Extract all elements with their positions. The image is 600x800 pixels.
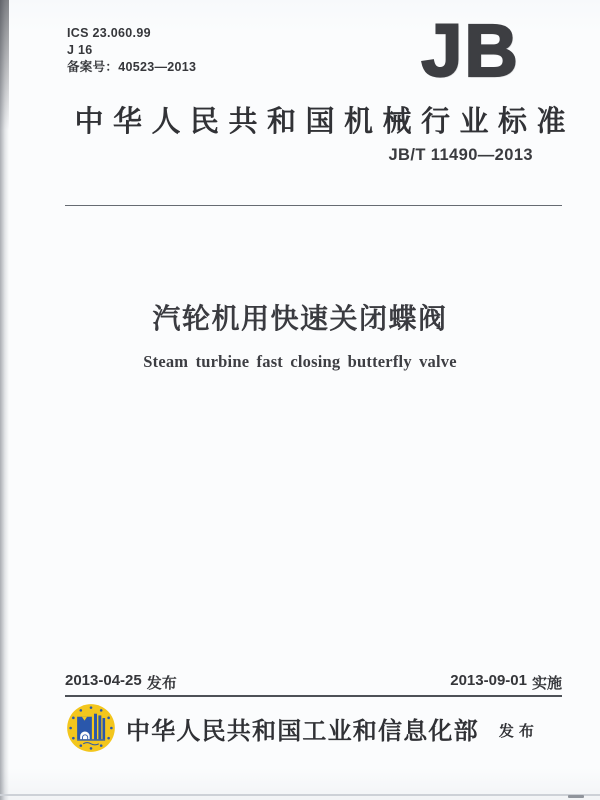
publisher-row — [65, 702, 562, 754]
dates-row — [65, 672, 562, 693]
jb-logo: JB — [421, 9, 520, 92]
header-rule — [65, 205, 562, 206]
ics-code: ICS 23.060.99 — [67, 26, 151, 40]
publisher-name: 中华人民共和国工业和信息化部 — [126, 717, 479, 745]
scan-edge-bottom — [0, 794, 600, 796]
miit-emblem-icon — [65, 702, 117, 754]
record-number: 备案号：40523—2013 — [67, 60, 197, 74]
issue-date-pair — [65, 672, 177, 693]
classification-code: J 16 — [67, 43, 93, 57]
implement-date: 2013-09-01 — [450, 672, 527, 689]
standard-category-title: 中华人民共和国机械行业标准 — [74, 106, 576, 138]
ics-block — [67, 25, 196, 76]
footer-rule — [65, 695, 562, 697]
standard-number: JB/T 11490—2013 — [388, 146, 533, 164]
scan-edge-left-top — [0, 0, 9, 130]
scan-corner-mark — [568, 795, 584, 798]
publish-label: 发布 — [498, 722, 539, 740]
issue-label: 发布 — [146, 675, 177, 692]
implement-label: 实施 — [531, 675, 562, 692]
issue-date: 2013-04-25 — [65, 672, 142, 689]
implement-date-pair — [450, 672, 562, 693]
document-title-en: Steam turbine fast closing butterfly valve — [143, 352, 457, 371]
document-title-zh: 汽轮机用快速关闭蝶阀 — [152, 303, 448, 334]
